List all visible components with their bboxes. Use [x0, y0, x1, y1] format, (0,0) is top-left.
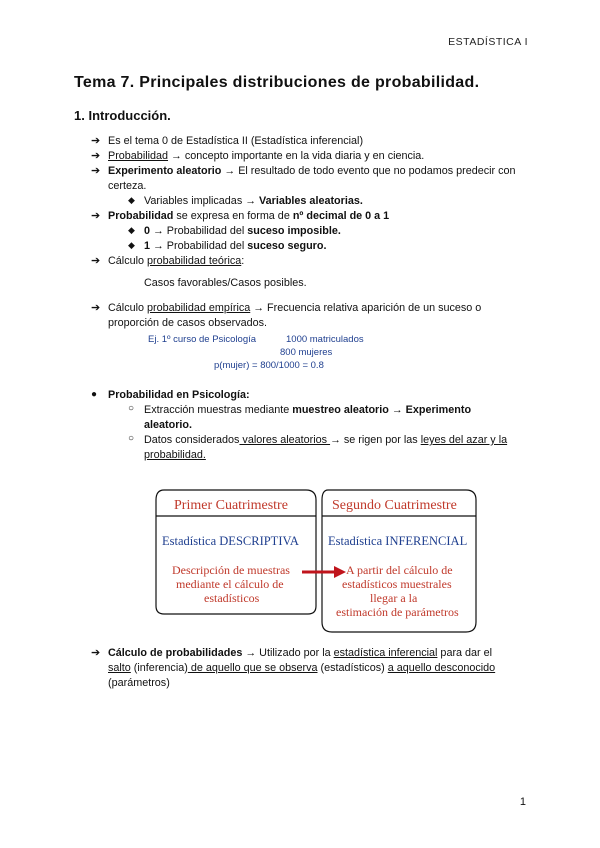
left-subtitle: Estadística DESCRIPTIVA [162, 534, 299, 548]
bullet-text: Cálculo probabilidad teórica: [108, 255, 245, 267]
bullet-text: Probabilidad → concepto importante en la vida diaria y en ciencia. [108, 150, 425, 162]
left-title: Primer Cuatrimestre [174, 498, 288, 513]
right-title: Segundo Cuatrimestre [332, 498, 457, 513]
bullet-text: Probabilidad se expresa en forma de nº decimal de 0 a 1 [108, 210, 390, 222]
left-body-line: estadísticos [204, 591, 260, 605]
diamond-bullet-icon: ◆ [128, 240, 135, 250]
formula-text: Casos favorables/Casos posibles. [144, 277, 307, 289]
right-body-line: A partir del cálculo de [346, 563, 453, 577]
example-line: 800 mujeres [280, 347, 333, 358]
arrow-bullet-icon: ➔ [91, 210, 101, 222]
sub-bullet-text: Datos considerados valores aleatorios → se rigen por las leyes del azar y la [144, 434, 508, 446]
arrow-bullet-icon: ➔ [91, 302, 101, 314]
bullet-continuation: certeza. [108, 180, 147, 192]
bullet-continuation: salto (inferencia) de aquello que se observa (estadísticos) a aquello desconocido [108, 662, 496, 674]
bullet-text: Es el tema 0 de Estadística II (Estadística inferencial) [108, 135, 364, 147]
right-body-line: llegar a la [370, 591, 418, 605]
right-subtitle: Estadística INFERENCIAL [328, 534, 468, 548]
sub-bullet-text: 0 → Probabilidad del suceso imposible. [144, 225, 341, 237]
arrow-bullet-icon: ➔ [91, 255, 101, 267]
arrow-bullet-icon: ➔ [91, 647, 101, 659]
page-number: 1 [519, 796, 526, 808]
bullet-text: Experimento aleatorio → El resultado de todo evento que no podamos predecir con [108, 165, 516, 177]
example-line: 1000 matriculados [286, 334, 364, 345]
sub-bullet-text: Variables implicadas → Variables aleatorias. [144, 195, 363, 207]
dot-bullet-icon: ● [91, 389, 98, 400]
sub-bullet-text: Extracción muestras mediante muestreo aleatorio → Experimento [144, 404, 472, 416]
example-line: Ej. 1º curso de Psicología [148, 334, 257, 345]
sub-bullet-text: 1 → Probabilidad del suceso seguro. [144, 240, 327, 252]
arrow-bullet-icon: ➔ [91, 150, 101, 162]
bullet-continuation: proporción de casos observados. [108, 317, 268, 329]
left-body-line: Descripción de muestras [172, 563, 290, 577]
right-body-line: estadísticos muestrales [342, 577, 452, 591]
example-line: p(mujer) = 800/1000 = 0.8 [214, 360, 324, 371]
sub-bullet-continuation: probabilidad. [144, 449, 206, 461]
circle-bullet-icon: ○ [128, 433, 135, 444]
left-body-line: mediante el cálculo de [176, 577, 284, 591]
right-body-line: estimación de parámetros [336, 605, 459, 619]
diamond-bullet-icon: ◆ [128, 225, 135, 235]
diamond-bullet-icon: ◆ [128, 195, 135, 205]
circle-bullet-icon: ○ [128, 403, 135, 414]
bullet-continuation: (parámetros) [108, 677, 170, 689]
cuatrimestre-diagram [150, 486, 482, 636]
bullet-text: Probabilidad en Psicología: [108, 389, 250, 401]
running-header: ESTADÍSTICA I [448, 36, 528, 48]
section-heading: 1. Introducción. [74, 108, 171, 123]
arrow-bullet-icon: ➔ [91, 135, 101, 147]
bullet-text: Cálculo probabilidad empírica → Frecuencia relativa aparición de un suceso o [108, 302, 482, 314]
bullet-text: Cálculo de probabilidades → Utilizado por la estadística inferencial para dar el [108, 647, 493, 659]
sub-bullet-continuation: aleatorio. [144, 419, 193, 431]
arrow-bullet-icon: ➔ [91, 165, 101, 177]
page-title: Tema 7. Principales distribuciones de probabilidad. [74, 74, 480, 91]
